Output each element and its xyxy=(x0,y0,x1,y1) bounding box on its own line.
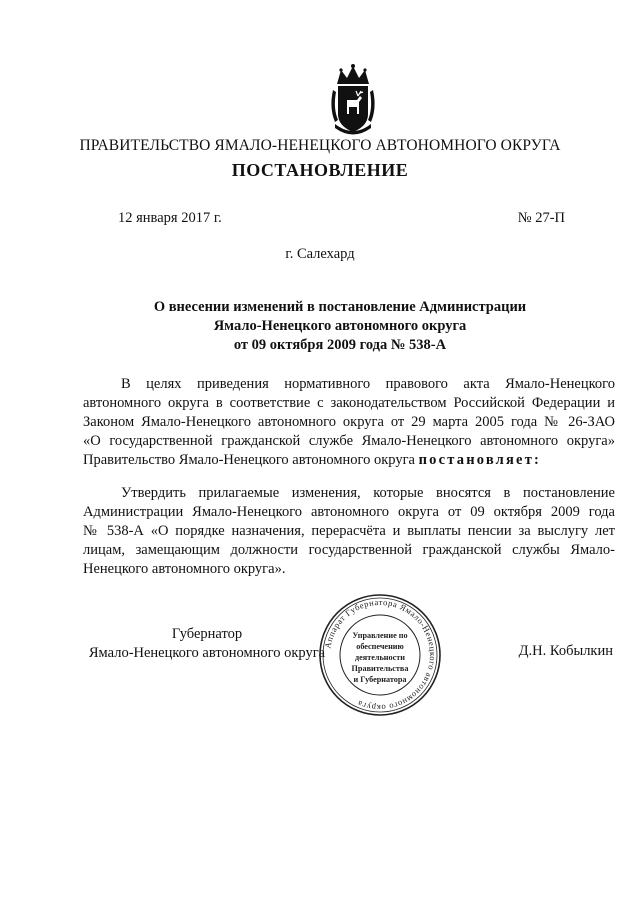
paragraph-line: лицам, замещающим должности государственной гражданской службы Ямало- xyxy=(83,542,615,558)
resolution-paragraph xyxy=(83,484,615,579)
document-date: 12 января 2017 г. xyxy=(118,210,222,226)
resolution-keyword: постановляет: xyxy=(418,452,542,468)
seal-center-line: деятельности xyxy=(355,653,405,662)
seal-ring-text: Аппарат Губернатора Ямало-Ненецкого автономного округа xyxy=(322,596,439,714)
preamble-paragraph xyxy=(83,375,615,470)
paragraph-line: Утвердить прилагаемые изменения, которые вносятся в постановление xyxy=(121,485,615,501)
paragraph-line: Законом Ямало-Ненецкого автономного округа от 29 марта 2005 года № 26-ЗАО xyxy=(83,414,615,430)
official-seal-icon xyxy=(318,593,442,717)
document-type: ПОСТАНОВЛЕНИЕ xyxy=(231,160,409,180)
seal-center-line: Управление по xyxy=(352,631,408,640)
paragraph-line: Ненецкого автономного округа». xyxy=(83,561,286,577)
document-number: № 27-П xyxy=(517,210,565,226)
paragraph-line-text: Правительство Ямало-Ненецкого автономного округа xyxy=(83,452,419,468)
paragraph-line: Администрации Ямало-Ненецкого автономного округа от 09 октября 2009 года xyxy=(83,504,615,520)
paragraph-line: В целях приведения нормативного правового акта Ямало-Ненецкого xyxy=(121,376,615,392)
title-line: Ямало-Ненецкого автономного округа xyxy=(213,318,467,334)
paragraph-line: № 538-А «О порядке назначения, перерасчёта и выплаты пенсии за выслугу лет xyxy=(83,523,615,539)
document-title xyxy=(100,298,580,355)
paragraph-line: автономного округа в соответствие с законодательством Российской Федерации и xyxy=(83,395,615,411)
signatory-name: Д.Н. Кобылкин xyxy=(518,643,613,659)
title-line: от 09 октября 2009 года № 538-А xyxy=(233,337,447,353)
seal-center-line: обеспечению xyxy=(356,642,404,651)
position-line: Ямало-Ненецкого автономного округа xyxy=(88,645,326,661)
seal-center-line: Правительства xyxy=(351,664,409,673)
paragraph-line: «О государственной гражданской службе Ямало-Ненецкого автономного округа» xyxy=(83,433,615,449)
position-line: Губернатор xyxy=(171,626,243,642)
government-name: ПРАВИТЕЛЬСТВО ЯМАЛО-НЕНЕЦКОГО АВТОНОМНОГО ОКРУГА xyxy=(79,137,561,154)
seal-center-line: и Губернатора xyxy=(353,675,407,684)
title-line: О внесении изменений в постановление Администрации xyxy=(153,299,527,315)
paragraph-line xyxy=(83,451,615,470)
coat-of-arms-icon xyxy=(327,62,379,136)
signatory-position xyxy=(82,625,332,663)
city: г. Салехард xyxy=(285,246,355,262)
